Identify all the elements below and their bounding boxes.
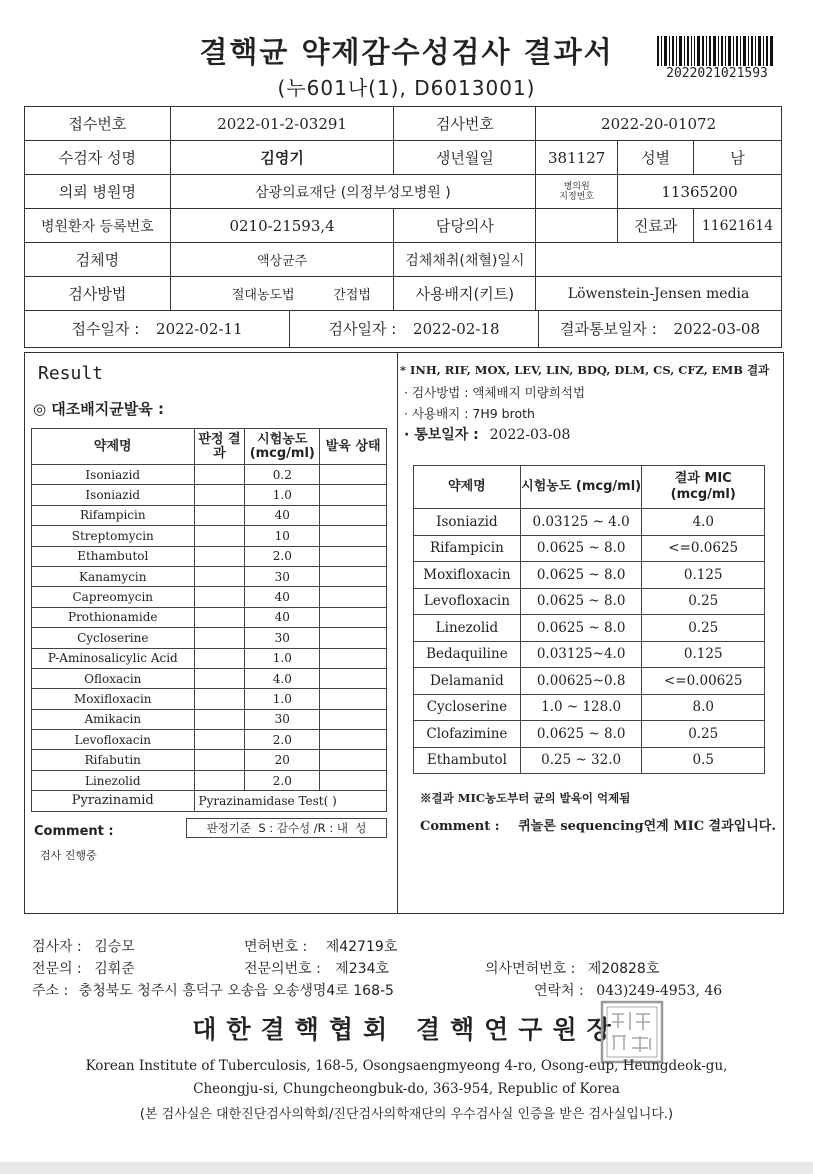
- mic-report-date-row: [404, 424, 570, 444]
- mic-row: [414, 535, 765, 562]
- drug-row: [32, 709, 387, 729]
- judge-result: [194, 648, 245, 668]
- bottom-edge: [0, 1162, 813, 1174]
- phone-label: 연락처 :: [534, 983, 584, 999]
- judge-result: [194, 566, 245, 586]
- drug-row: [32, 587, 387, 607]
- specialist-label: 전문의 :: [32, 961, 82, 977]
- mic-heading: * INH, RIF, MOX, LEV, LIN, BDQ, DLM, CS, CFZ, EMB 결과: [400, 363, 770, 377]
- mic-drug-name: Bedaquiline: [414, 641, 521, 668]
- growth-status: [320, 689, 387, 709]
- drug-name: P-Aminosalicylic Acid: [32, 648, 195, 668]
- certification-note: (본 검사실은 대한진단검사의학회/진단검사의학재단의 우수검사실 인증을 받은 검사실입니다.): [139, 1107, 674, 1122]
- drug-name: Streptomycin: [32, 526, 195, 546]
- mic-drug-name: Levofloxacin: [414, 588, 521, 615]
- judge-result: [194, 607, 245, 627]
- judge-result: [194, 505, 245, 525]
- drug-name: Rifabutin: [32, 750, 195, 770]
- growth-status: [320, 546, 387, 566]
- mic-note: ※결과 MIC농도부터 균의 발육이 억제됨: [420, 791, 631, 805]
- drug-row: [32, 485, 387, 505]
- drug-name: Moxifloxacin: [32, 689, 195, 709]
- drug-row: [32, 526, 387, 546]
- test-concentration: 1.0: [245, 485, 320, 505]
- mic-table: [413, 465, 765, 774]
- judge-result: [194, 485, 245, 505]
- judge-result: [194, 668, 245, 688]
- mic-row: [414, 747, 765, 774]
- criteria-legend: 판정기준 S : 감수성 /R : 내 성: [186, 818, 387, 838]
- patient-info-table: [24, 106, 782, 348]
- specialist-name: 김휘준: [94, 961, 135, 977]
- method-secondary: 간접법: [333, 288, 371, 303]
- report-date-cell: [539, 311, 781, 347]
- col-conc-header: 시험농도 (mcg/ml): [245, 429, 320, 465]
- mic-row: [414, 668, 765, 695]
- mic-result: 0.5: [642, 747, 765, 774]
- mic-col-result: 결과 MIC (mcg/ml): [642, 466, 765, 509]
- growth-status: [320, 526, 387, 546]
- judge-result: [194, 546, 245, 566]
- test-no: 2022-20-01072: [536, 107, 782, 141]
- received-date-label: 접수일자 :: [71, 320, 140, 338]
- drug-row: [32, 689, 387, 709]
- drug-name: Ethambutol: [32, 546, 195, 566]
- result-label: Result: [38, 363, 104, 384]
- drug-row: [32, 566, 387, 586]
- mic-result: 0.125: [642, 641, 765, 668]
- test-no-label: 검사번호: [394, 107, 536, 141]
- judge-result: [194, 587, 245, 607]
- judge-result: [194, 770, 245, 790]
- address-label: 주소 :: [32, 983, 69, 999]
- barcode: [657, 36, 773, 66]
- mic-comment-label: Comment :: [420, 819, 500, 834]
- license-row: [244, 936, 397, 956]
- mic-drug-name: Linezolid: [414, 615, 521, 642]
- pza-test: Pyrazinamidase Test( ): [194, 791, 386, 811]
- growth-status: [320, 648, 387, 668]
- mic-col-conc: 시험농도 (mcg/ml): [520, 466, 642, 509]
- test-date-cell: [290, 311, 539, 347]
- test-concentration: 2.0: [245, 546, 320, 566]
- mic-medium: · 사용배지 : 7H9 broth: [404, 406, 535, 421]
- drug-row: [32, 546, 387, 566]
- drug-name: Isoniazid: [32, 465, 195, 485]
- judge-result: [194, 709, 245, 729]
- phone: 043)249-4953, 46: [596, 983, 723, 999]
- specialist-no-row: [244, 958, 389, 978]
- organization-name: 대한결핵협회 결핵연구원장: [192, 1015, 621, 1044]
- official-seal: [600, 1000, 664, 1064]
- judge-result: [194, 730, 245, 750]
- mic-row: [414, 721, 765, 748]
- address-row: [32, 980, 394, 1000]
- growth-status: [320, 587, 387, 607]
- sex-value: 남: [693, 141, 781, 175]
- drug-name: Prothionamide: [32, 607, 195, 627]
- tester-label: 검사자 :: [32, 939, 82, 955]
- drug-row: [32, 750, 387, 770]
- drug-name: Linezolid: [32, 770, 195, 790]
- doctor-license-row: [485, 958, 659, 978]
- doctor-license-label: 의사면허번호 :: [485, 961, 576, 977]
- hospital-code-label: [536, 175, 618, 209]
- mic-drug-name: Clofazimine: [414, 721, 521, 748]
- mic-drug-name: Cycloserine: [414, 694, 521, 721]
- drug-row: [32, 648, 387, 668]
- drug-row: [32, 465, 387, 485]
- mic-result: 8.0: [642, 694, 765, 721]
- test-concentration: 30: [245, 628, 320, 648]
- mic-test-range: 1.0 ~ 128.0: [520, 694, 642, 721]
- test-concentration: 40: [245, 587, 320, 607]
- drug-row: [32, 668, 387, 688]
- test-concentration: 2.0: [245, 730, 320, 750]
- judge-result: [194, 750, 245, 770]
- mic-test-range: 0.0625 ~ 8.0: [520, 535, 642, 562]
- col-drug-header: 약제명: [32, 429, 195, 465]
- received-date: 2022-02-11: [156, 320, 243, 338]
- drug-row: [32, 505, 387, 525]
- medium-value: Löwenstein-Jensen media: [536, 277, 782, 311]
- left-comment: 검사 진행중: [40, 849, 97, 862]
- report-date: 2022-03-08: [673, 320, 761, 338]
- mic-test-range: 0.00625~0.8: [520, 668, 642, 695]
- mic-row: [414, 694, 765, 721]
- drug-name: Ofloxacin: [32, 668, 195, 688]
- birth-label: 생년월일: [394, 141, 536, 175]
- mic-row: [414, 615, 765, 642]
- license-label: 면허번호 :: [244, 939, 308, 955]
- hospital-code-label-2: 지정번호: [559, 191, 595, 202]
- judge-result: [194, 526, 245, 546]
- mic-test-range: 0.03125~4.0: [520, 641, 642, 668]
- method-label: 검사방법: [25, 277, 171, 311]
- drug-name: Rifampicin: [32, 505, 195, 525]
- mic-drug-name: Ethambutol: [414, 747, 521, 774]
- growth-status: [320, 628, 387, 648]
- mic-row: [414, 562, 765, 589]
- license-no: 제42719호: [325, 939, 398, 955]
- drug-row: [32, 770, 387, 790]
- mic-result: 0.125: [642, 562, 765, 589]
- mic-row: [414, 641, 765, 668]
- test-concentration: 1.0: [245, 648, 320, 668]
- mic-test-range: 0.0625 ~ 8.0: [520, 721, 642, 748]
- growth-status: [320, 505, 387, 525]
- received-date-cell: [25, 311, 290, 347]
- mic-result: 0.25: [642, 588, 765, 615]
- specialist-no: 제234호: [335, 961, 390, 977]
- document-code: (누601나(1), D6013001): [277, 76, 536, 100]
- growth-status: [320, 770, 387, 790]
- growth-status: [320, 750, 387, 770]
- test-concentration: 20: [245, 750, 320, 770]
- address-en-line-2: Cheongju-si, Chungcheongbuk-do, 363-954, Republic of Korea: [193, 1081, 620, 1097]
- specialist-no-label: 전문의번호 :: [244, 961, 321, 977]
- absolute-concentration-table: [31, 428, 387, 812]
- collect-date: [536, 243, 782, 277]
- collect-date-label: 검체채취(채혈)일시: [394, 243, 536, 277]
- mic-comment-row: [420, 815, 776, 834]
- mic-test-range: 0.0625 ~ 8.0: [520, 615, 642, 642]
- mic-method: · 검사방법 : 액체배지 미량희석법: [404, 385, 586, 400]
- mic-drug-name: Rifampicin: [414, 535, 521, 562]
- drug-row: [32, 730, 387, 750]
- test-concentration: 30: [245, 709, 320, 729]
- specimen-value: 액상균주: [170, 243, 394, 277]
- growth-status: [320, 668, 387, 688]
- drug-name: Kanamycin: [32, 566, 195, 586]
- drug-name: Capreomycin: [32, 587, 195, 607]
- tester-name: 김승모: [94, 939, 135, 955]
- doctor-label: 담당의사: [394, 209, 536, 243]
- mic-row: [414, 509, 765, 536]
- drug-name: Cycloserine: [32, 628, 195, 648]
- hospital-label: 의뢰 병원명: [25, 175, 171, 209]
- hospital-code: 11365200: [618, 175, 782, 209]
- report-date-label: 결과통보일자 :: [559, 320, 657, 338]
- mic-row: [414, 588, 765, 615]
- mic-result: 0.25: [642, 721, 765, 748]
- patient-name-label: 수검자 성명: [25, 141, 171, 175]
- patient-name: 김영기: [170, 141, 394, 175]
- test-date: 2022-02-18: [413, 320, 500, 338]
- test-concentration: 2.0: [245, 770, 320, 790]
- test-date-label: 검사일자 :: [328, 320, 397, 338]
- dates-wrapper: [25, 311, 781, 347]
- doctor-name: [536, 209, 618, 243]
- specialist-row: [32, 958, 135, 978]
- dept-label: 진료과: [618, 209, 694, 243]
- absolute-concentration-rows: [32, 465, 387, 791]
- method-value: [170, 277, 394, 311]
- birth-date: 381127: [536, 141, 618, 175]
- mic-rows: [414, 509, 765, 774]
- test-concentration: 1.0: [245, 689, 320, 709]
- drug-name: Levofloxacin: [32, 730, 195, 750]
- drug-row: [32, 607, 387, 627]
- sex-label: 성별: [618, 141, 694, 175]
- drug-row: [32, 628, 387, 648]
- mic-col-drug: 약제명: [414, 466, 521, 509]
- receipt-no: 2022-01-2-03291: [170, 107, 394, 141]
- mic-report-label: · 통보일자 :: [404, 427, 479, 443]
- mic-test-range: 0.0625 ~ 8.0: [520, 562, 642, 589]
- mic-result: <=0.00625: [642, 668, 765, 695]
- mic-test-range: 0.0625 ~ 8.0: [520, 588, 642, 615]
- specimen-label: 검체명: [25, 243, 171, 277]
- mic-test-range: 0.03125 ~ 4.0: [520, 509, 642, 536]
- growth-status: [320, 566, 387, 586]
- drug-name: Isoniazid: [32, 485, 195, 505]
- test-concentration: 10: [245, 526, 320, 546]
- test-concentration: 0.2: [245, 465, 320, 485]
- doctor-license: 제20828호: [587, 961, 660, 977]
- mic-result: 0.25: [642, 615, 765, 642]
- growth-status: [320, 465, 387, 485]
- mic-report-date: 2022-03-08: [489, 427, 571, 443]
- growth-status: [320, 709, 387, 729]
- growth-status: [320, 607, 387, 627]
- test-concentration: 4.0: [245, 668, 320, 688]
- mic-drug-name: Isoniazid: [414, 509, 521, 536]
- mic-drug-name: Moxifloxacin: [414, 562, 521, 589]
- col-judge-header: 판정 결과: [194, 429, 245, 465]
- mic-comment: 퀴놀론 sequencing연계 MIC 결과입니다.: [518, 819, 776, 834]
- method-primary: 절대농도법: [231, 288, 295, 303]
- tester-row: [32, 936, 135, 956]
- dept-value: 11621614: [693, 209, 781, 243]
- growth-status: [320, 730, 387, 750]
- left-comment-label: Comment :: [34, 824, 114, 839]
- hospital-code-label-1: 병의원: [563, 181, 590, 192]
- patient-reg-no: 0210-21593,4: [170, 209, 394, 243]
- mic-drug-name: Delamanid: [414, 668, 521, 695]
- judge-result: [194, 689, 245, 709]
- document-title: 결핵균 약제감수성검사 결과서: [199, 35, 614, 69]
- growth-status: [320, 485, 387, 505]
- phone-row: [534, 980, 722, 1000]
- pza-drug: Pyrazinamid: [32, 791, 195, 811]
- col-growth-header: 발육 상태: [320, 429, 387, 465]
- address: 충청북도 청주시 흥덕구 오송읍 오송생명4로 168-5: [78, 983, 394, 999]
- test-concentration: 40: [245, 607, 320, 627]
- control-growth-label: ◎ 대조배지균발육 :: [33, 400, 164, 418]
- address-en-line-1: Korean Institute of Tuberculosis, 168-5, Osongsaengmyeong 4-ro, Osong-eup, Heungdeok-gu,: [85, 1058, 728, 1074]
- medium-label: 사용배지(키트): [394, 277, 536, 311]
- mic-result: <=0.0625: [642, 535, 765, 562]
- mic-test-range: 0.25 ~ 32.0: [520, 747, 642, 774]
- barcode-number: 2022021021593: [666, 66, 768, 81]
- test-concentration: 30: [245, 566, 320, 586]
- judge-result: [194, 465, 245, 485]
- drug-name: Amikacin: [32, 709, 195, 729]
- patient-reg-label: 병원환자 등록번호: [25, 209, 171, 243]
- judge-result: [194, 628, 245, 648]
- receipt-no-label: 접수번호: [25, 107, 171, 141]
- hospital-name: 삼광의료재단 (의정부성모병원 ): [170, 175, 536, 209]
- dates-row: [25, 311, 782, 348]
- mic-result: 4.0: [642, 509, 765, 536]
- result-divider: [397, 352, 398, 914]
- test-concentration: 40: [245, 505, 320, 525]
